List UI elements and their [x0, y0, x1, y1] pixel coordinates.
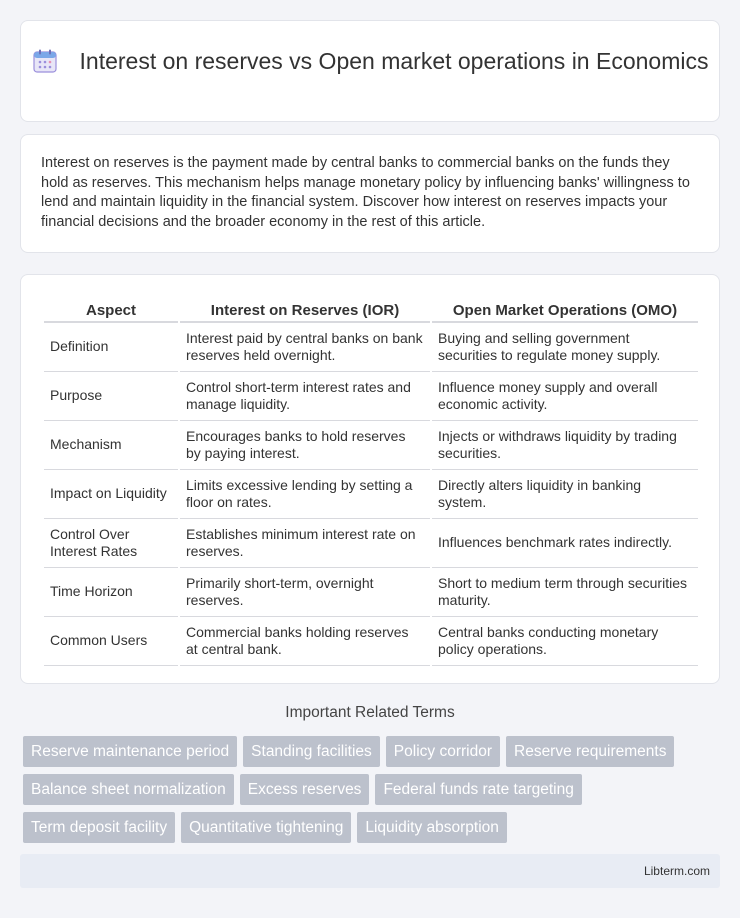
row-omo: Influences benchmark rates indirectly. — [432, 519, 698, 568]
tag-federal-funds-rate-targeting[interactable]: Federal funds rate targeting — [375, 774, 581, 805]
row-aspect: Mechanism — [44, 421, 178, 470]
related-terms-title: Important Related Terms — [285, 704, 455, 721]
header-aspect: Aspect — [44, 297, 178, 323]
header-ior: Interest on Reserves (IOR) — [180, 297, 430, 323]
row-omo: Directly alters liquidity in banking system. — [432, 470, 698, 519]
tag-balance-sheet-normalization[interactable]: Balance sheet normalization — [23, 774, 234, 805]
table-row — [44, 617, 698, 666]
table-row — [44, 568, 698, 617]
row-ior: Commercial banks holding reserves at central bank. — [180, 617, 430, 666]
row-aspect: Purpose — [44, 372, 178, 421]
row-aspect: Common Users — [44, 617, 178, 666]
header-omo: Open Market Operations (OMO) — [432, 297, 698, 323]
row-ior: Primarily short-term, overnight reserves. — [180, 568, 430, 617]
comparison-table — [42, 297, 700, 666]
row-ior: Encourages banks to hold reserves by paying interest. — [180, 421, 430, 470]
row-ior: Limits excessive lending by setting a floor on rates. — [180, 470, 430, 519]
row-aspect: Definition — [44, 323, 178, 372]
header-card — [20, 20, 720, 122]
table-row — [44, 421, 698, 470]
tag-policy-corridor[interactable]: Policy corridor — [386, 736, 500, 767]
related-terms-list — [23, 736, 723, 850]
row-ior: Control short-term interest rates and manage liquidity. — [180, 372, 430, 421]
row-omo: Influence money supply and overall economic activity. — [432, 372, 698, 421]
row-omo: Buying and selling government securities to regulate money supply. — [432, 323, 698, 372]
table-row — [44, 470, 698, 519]
tag-row — [23, 736, 723, 767]
tag-excess-reserves[interactable]: Excess reserves — [240, 774, 370, 805]
footer-site-link[interactable]: Libterm.com — [643, 864, 710, 878]
row-omo: Short to medium term through securities maturity. — [432, 568, 698, 617]
row-aspect: Impact on Liquidity — [44, 470, 178, 519]
row-aspect: Time Horizon — [44, 568, 178, 617]
row-ior: Establishes minimum interest rate on reserves. — [180, 519, 430, 568]
comparison-table-card — [20, 274, 720, 684]
footer — [20, 854, 720, 888]
calendar-icon — [32, 47, 80, 79]
tag-quantitative-tightening[interactable]: Quantitative tightening — [181, 812, 351, 843]
table-row — [44, 323, 698, 372]
table-row — [44, 372, 698, 421]
table-row — [44, 519, 698, 568]
tag-term-deposit-facility[interactable]: Term deposit facility — [23, 812, 175, 843]
tag-reserve-maintenance-period[interactable]: Reserve maintenance period — [23, 736, 237, 767]
tag-standing-facilities[interactable]: Standing facilities — [243, 736, 380, 767]
page-title: Interest on reserves vs Open market operations in Economics — [79, 48, 709, 74]
intro-paragraph: Interest on reserves is the payment made by central banks to commercial banks on the funds they hold as reserves. This mechanism helps manage monetary policy by influencing banks' willingness to lend and maintain liquidity in the financial system. Discover how interest on reserves impacts your financial decisions and the broader economy in the rest of this article. — [41, 155, 690, 230]
tag-row — [23, 774, 723, 805]
table-header-row — [44, 297, 698, 323]
row-omo: Central banks conducting monetary policy operations. — [432, 617, 698, 666]
row-aspect: Control Over Interest Rates — [44, 519, 178, 568]
intro-card — [20, 134, 720, 253]
tag-liquidity-absorption[interactable]: Liquidity absorption — [357, 812, 507, 843]
row-ior: Interest paid by central banks on bank reserves held overnight. — [180, 323, 430, 372]
tag-row — [23, 812, 723, 843]
row-omo: Injects or withdraws liquidity by trading securities. — [432, 421, 698, 470]
tag-reserve-requirements[interactable]: Reserve requirements — [506, 736, 674, 767]
